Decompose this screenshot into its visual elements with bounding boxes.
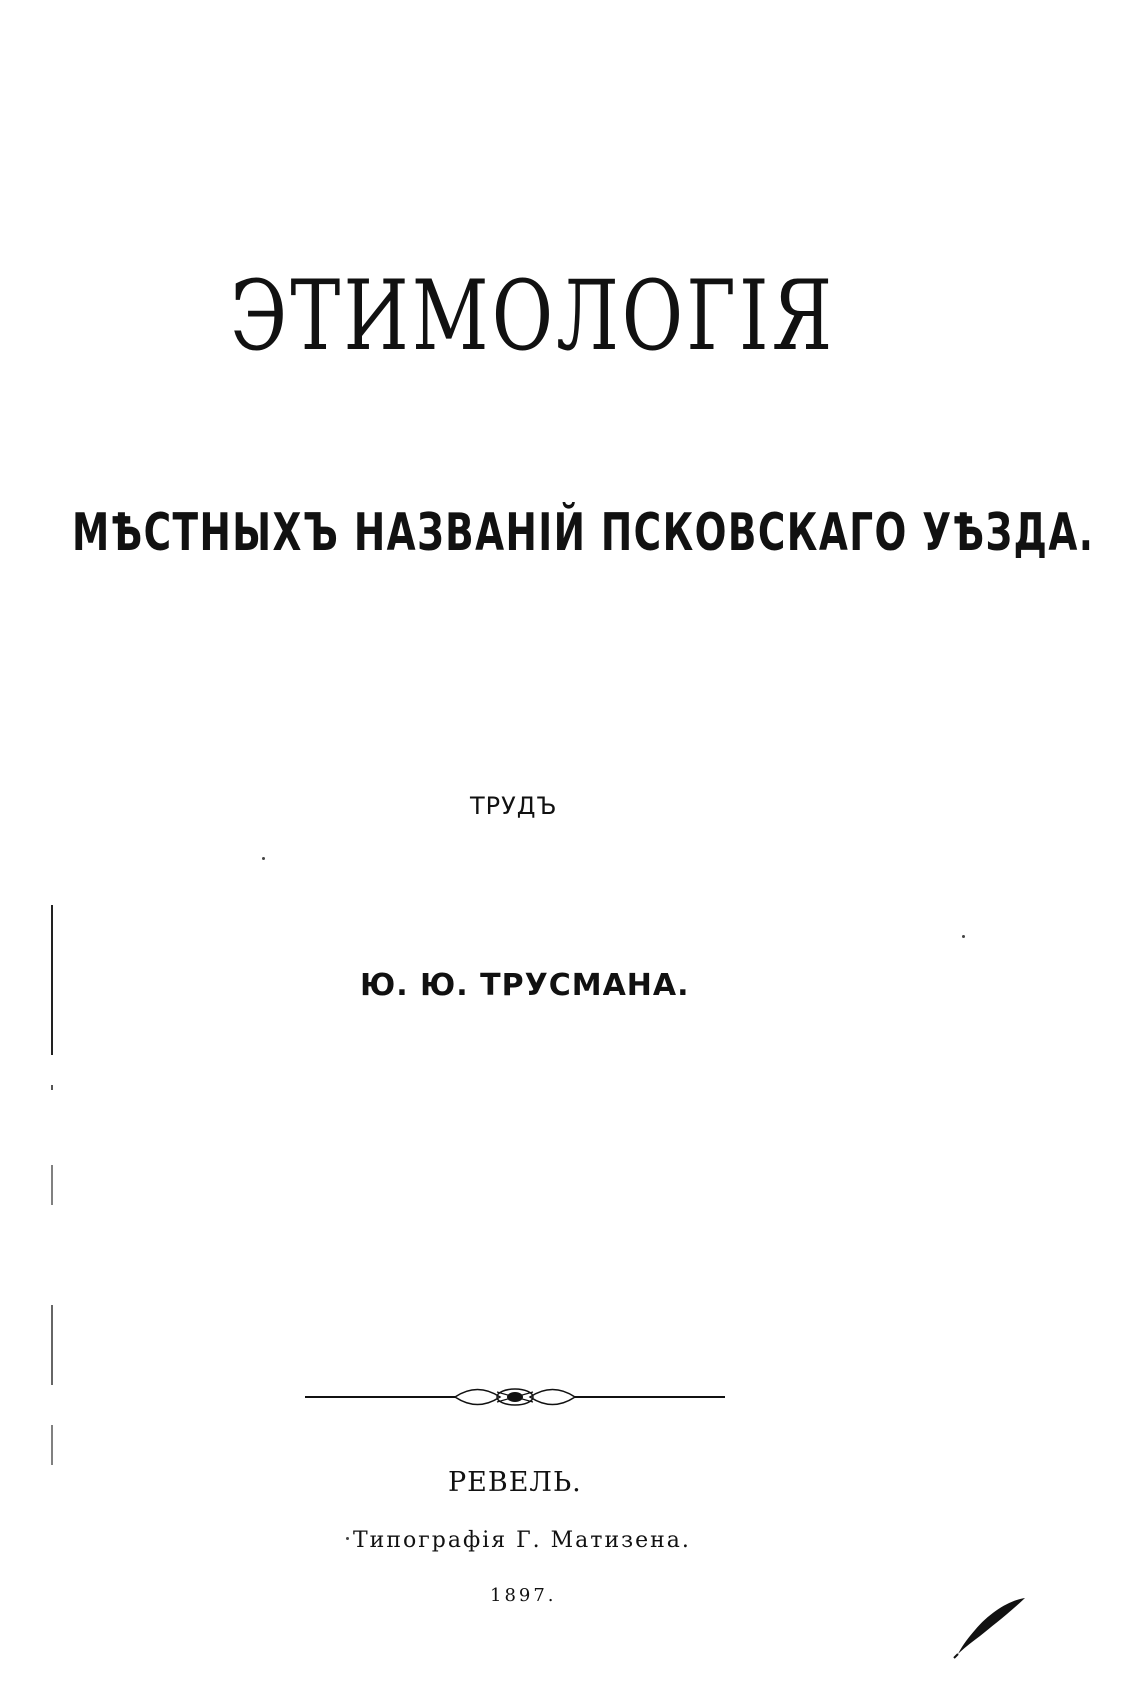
paper-speck	[262, 857, 265, 860]
work-label: ТРУДЪ	[470, 792, 558, 820]
book-title: ЭТИМОЛОГІЯ	[230, 260, 836, 372]
paper-speck	[346, 1537, 349, 1540]
publication-year: 1897.	[490, 1585, 557, 1606]
scan-edge-line	[50, 905, 54, 1465]
author-name: Ю. Ю. ТРУСМАНА.	[360, 968, 690, 1003]
ornamental-rule-icon	[305, 1382, 725, 1412]
book-subtitle: МѢСТНЫХЪ НАЗВАНІЙ ПСКОВСКАГО УѢЗДА.	[72, 503, 1095, 563]
paper-speck	[962, 935, 965, 938]
printer-name: Типографія Г. Матизена.	[353, 1528, 691, 1553]
ink-blot-icon	[950, 1590, 1030, 1660]
publication-city: РЕВЕЛЬ.	[448, 1467, 582, 1498]
